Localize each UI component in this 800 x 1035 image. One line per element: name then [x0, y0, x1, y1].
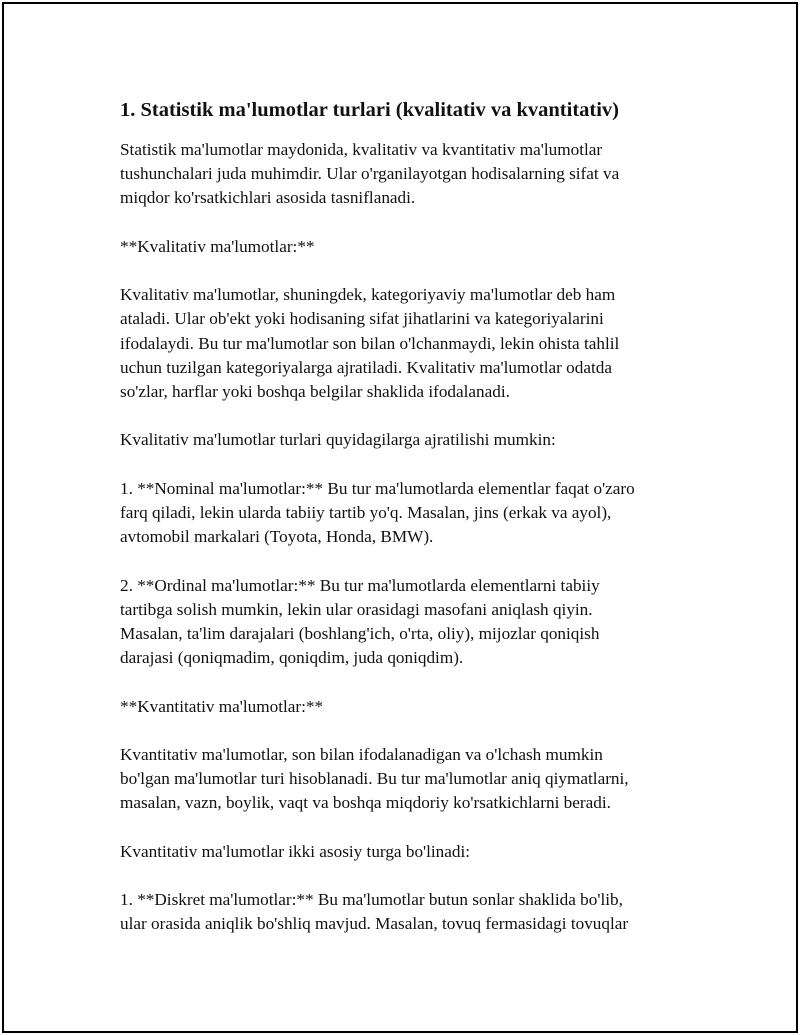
text-line: Statistik ma'lumotlar maydonida, kvalitativ va kvantitativ ma'lumotlar: [120, 140, 603, 159]
list-item-ordinal: [120, 574, 680, 671]
text-line: **Kvalitativ ma'lumotlar:**: [120, 236, 315, 256]
text-line: Kvalitativ ma'lumotlar turlari quyidagilarga ajratilishi mumkin:: [120, 430, 556, 450]
text-line: ataladi. Ular ob'ekt yoki hodisaning sifat jihatlarini va kategoriyalarini: [120, 309, 604, 329]
text-line: bo'lgan ma'lumotlar turi hisoblanadi. Bu tur ma'lumotlar aniq qiymatlarni,: [120, 769, 629, 789]
text-line: 1. **Diskret ma'lumotlar:** Bu ma'lumotlar butun sonlar shaklida bo'lib,: [120, 890, 623, 910]
text-line: farq qiladi, lekin ularda tabiiy tartib yo'q. Masalan, jins (erkak va ayol),: [120, 502, 612, 522]
page-frame: [2, 2, 798, 1033]
text-line: avtomobil markalari (Toyota, Honda, BMW).: [120, 527, 434, 547]
text-line: Kvantitativ ma'lumotlar ikki asosiy turga bo'linadi:: [120, 841, 471, 861]
paragraph-gap: [120, 404, 680, 428]
text-line: tartibga solish mumkin, lekin ular orasidagi masofani aniqlash qiyin.: [120, 599, 593, 619]
text-line: ifodalaydi. Bu tur ma'lumotlar son bilan o'lchanmaydi, lekin ohista tahlil: [120, 333, 620, 353]
text-line: Masalan, ta'lim darajalari (boshlang'ich, o'rta, oliy), mijozlar qoniqish: [120, 623, 600, 643]
text-line: so'zlar, harflar yoki boshqa belgilar shaklida ifodalanadi.: [120, 382, 510, 401]
paragraph-gap: [120, 864, 680, 888]
paragraph-gap: [120, 549, 680, 573]
text-line: **Kvantitativ ma'lumotlar:**: [120, 696, 324, 716]
text-line: ular orasida aniqlik bo'shliq mavjud. Masalan, tovuq fermasidagi tovuqlar: [120, 914, 629, 934]
paragraph-kvantitativ-definition: [120, 743, 680, 816]
list-item-diskret: [120, 888, 680, 936]
paragraph-intro: [120, 138, 680, 211]
subheading-kvantitativ: [120, 695, 680, 719]
paragraph-kvantitativ-types-intro: [120, 840, 680, 864]
paragraph-gap: [120, 670, 680, 694]
text-line: 1. **Nominal ma'lumotlar:** Bu tur ma'lumotlarda elementlar faqat o'zaro: [120, 478, 635, 498]
text-line: Kvalitativ ma'lumotlar, shuningdek, kategoriyaviy ma'lumotlar deb ham: [120, 285, 616, 305]
text-line: uchun tuzilgan kategoriyalarga ajratiladi. Kvalitativ ma'lumotlar odatda: [120, 357, 612, 377]
paragraph-gap: [120, 453, 680, 477]
document-body: [120, 96, 680, 937]
paragraph-gap: [120, 816, 680, 840]
paragraph-kvalitativ-definition: [120, 283, 680, 404]
list-item-nominal: [120, 477, 680, 550]
section-heading: 1. Statistik ma'lumotlar turlari (kvalitativ va kvantitativ): [120, 99, 620, 121]
paragraph-kvalitativ-types-intro: [120, 428, 680, 452]
text-line: miqdor ko'rsatkichlari asosida tasniflanadi.: [120, 188, 416, 208]
subheading-kvalitativ: [120, 235, 680, 259]
paragraph-gap: [120, 719, 680, 743]
text-line: 2. **Ordinal ma'lumotlar:** Bu tur ma'lumotlarda elementlarni tabiiy: [120, 575, 600, 595]
paragraph-gap: [120, 211, 680, 235]
text-line: Kvantitativ ma'lumotlar, son bilan ifodalanadigan va o'lchash mumkin: [120, 744, 603, 764]
text-line: darajasi (qoniqmadim, qoniqdim, juda qoniqdim).: [120, 648, 464, 668]
text-line: tushunchalari juda muhimdir. Ular o'rganilayotgan hodisalarning sifat va: [120, 164, 620, 184]
text-line: masalan, vazn, boylik, vaqt va boshqa miqdoriy ko'rsatkichlarni beradi.: [120, 793, 611, 813]
paragraph-gap: [120, 259, 680, 283]
